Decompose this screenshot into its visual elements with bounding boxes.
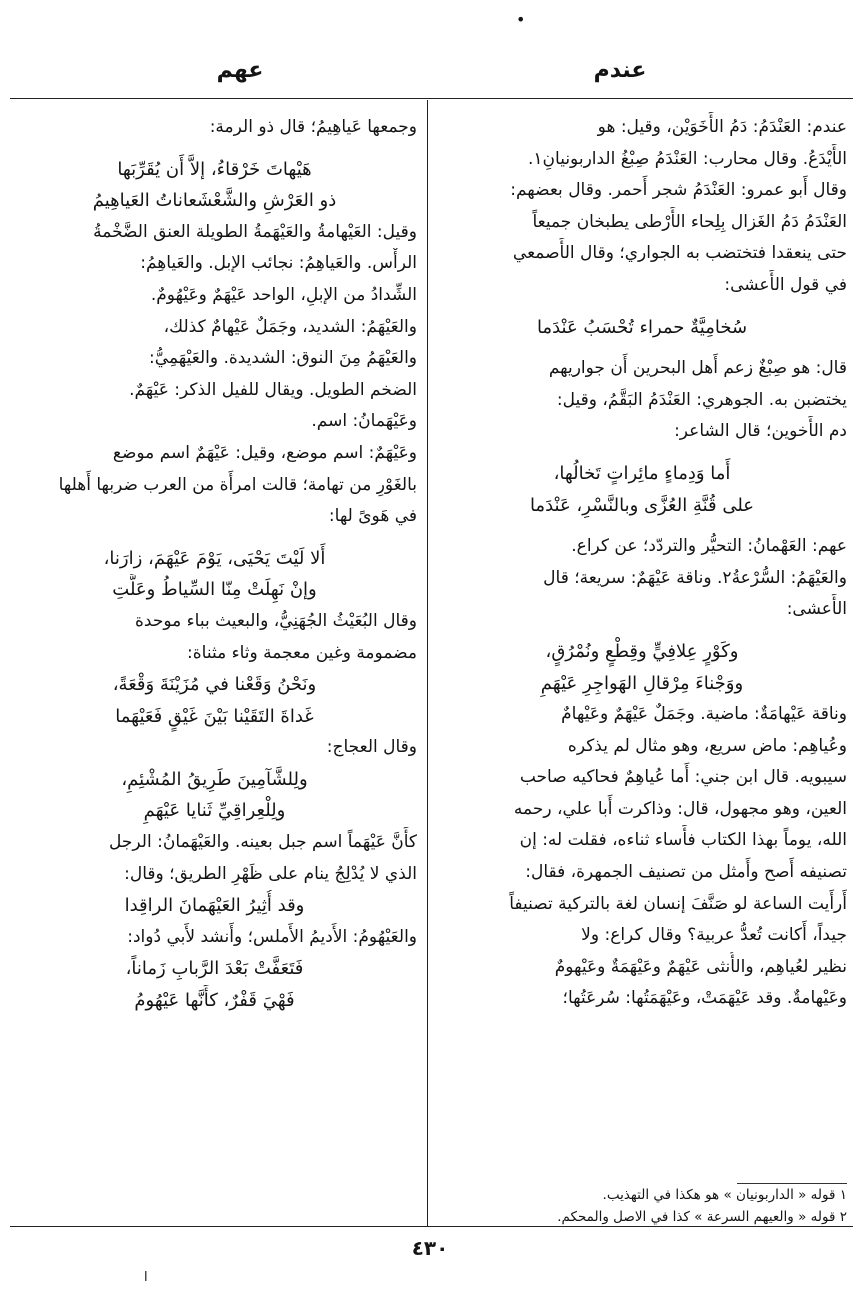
text-line: العَنْدَمُ دَمُ الغَزال بِلِحاء الأَرْطى يطبخان جميعاً bbox=[532, 211, 847, 232]
verse-line: غَداةَ التَقَيْنا بَيْنَ غَيْقٍ فَعَيْهَما bbox=[115, 705, 314, 727]
text-line: حتى ينعقدا فتختضب به الجواري؛ وقال الأَصمعي bbox=[512, 243, 847, 264]
verse-line: ولِلشَّآمِينَ طَرِيقُ المُشْئِمِ، bbox=[121, 768, 308, 790]
text-line: مضمومة وغين معجمة وثاء مثناة: bbox=[187, 642, 417, 663]
verse-line: أَلا لَيْتَ يَحْيَى، يَوْمَ عَيْهَمَ، زارَنا، bbox=[103, 547, 326, 569]
text-line: وعُياهِم: ماض سريع، وهو مثال لم يذكره bbox=[567, 735, 847, 756]
text-line: والعَيْهُومُ: الأَديمُ الأَملس؛ وأَنشد لأَبي دُواد: bbox=[127, 926, 417, 947]
column-divider bbox=[427, 100, 428, 1226]
text-line: وعَيْهَمانُ: اسم. bbox=[311, 411, 417, 432]
text-line: الضخم الطويل. ويقال للفيل الذكر: عَيْهَمٌ. bbox=[129, 379, 417, 400]
left-column bbox=[12, 112, 417, 1222]
verse-line: ذو العَرْشِ والشَّعْشَعاناتُ العَياهِيمُ bbox=[92, 190, 337, 212]
text-line: في هَوىً لها: bbox=[328, 506, 417, 527]
text-line: الله، يوماً بهذا الكتاب فأَساء ثناءه، فقلت له: إن bbox=[519, 830, 847, 851]
verse-line: وكَوْرٍ عِلافِيٍّ وقِطْعٍ ونُمْرُقٍ، bbox=[545, 640, 739, 662]
text-line: والعَيْهَمُ: الشديد، وجَمَلٌ عَيْهامٌ كذلك، bbox=[163, 316, 417, 337]
entry-line: عهم: العَهْمانُ: التحيُّر والتردّد؛ عن كراع. bbox=[571, 536, 847, 557]
page-bottom-mark: ا bbox=[144, 1270, 148, 1285]
text-line: يختضبن به. الجوهري: العَنْدَمُ البَقَّمُ، وقيل: bbox=[556, 389, 847, 410]
text-line: والعَيْهَمُ: السُّرْعةُ٢. وناقة عَيْهَمٌ: سريعة؛ قال bbox=[543, 567, 847, 588]
verse-line: ووَجْناءَ مِرْقالِ الهَواجِرِ عَيْهَمِ bbox=[540, 672, 744, 694]
text-line: وقال أَبو عمرو: العَنْدَمُ شجر أَحمر. وقال بعضهم: bbox=[510, 180, 847, 201]
text-line: تصنيفه أَصح وأَمثل من تصنيف الجمهرة، فقال: bbox=[525, 862, 847, 883]
text-line: نظير لعُياهِم، والأُنثى عَيْهَمٌ وعَيْهَمَةٌ وعَيْهومٌ bbox=[554, 956, 847, 977]
page-number: ٤٣٠ bbox=[411, 1236, 449, 1260]
text-line: أَرأَيت الساعة لو صَنَّفَ إنسان لغة بالتركية تصنيفاً bbox=[509, 893, 847, 914]
footnote-1: ١ قوله « الداربونيان » هو هكذا في التهذيب. bbox=[602, 1187, 847, 1203]
right-column bbox=[437, 112, 847, 1182]
verse-line: فَتَعَفَّتْ بَعْدَ الرَّبابِ زَماناً، bbox=[125, 958, 304, 980]
verse-line: على قُنَّةِ العُزَّى وبالنَّسْرِ، عَنْدَما bbox=[529, 494, 755, 516]
text-line: جيداً، أَكانت تُعدُّ عربية؟ وقال كراع: ولا bbox=[581, 925, 847, 946]
text-line: والعَيْهَمُ مِنَ النوق: الشديدة. والعَيْهَمِيُّ: bbox=[149, 348, 417, 369]
footnote-rule bbox=[737, 1183, 847, 1184]
verse-line: وقد أُثِيرُ العَيْهَمانَ الراقِدا bbox=[124, 895, 305, 917]
text-line: الأَعشى: bbox=[786, 599, 847, 620]
text-line: وقيل: العَيْهامةُ والعَيْهَمةُ الطويلة العنق الضَّخْمةُ bbox=[93, 221, 417, 242]
text-line: في قول الأَعشى: bbox=[724, 274, 847, 295]
verse-line: أَما وَدِماءٍ مائِراتٍ تَخالُها، bbox=[553, 462, 731, 484]
verse-line: فَهْيَ قَفْرٌ، كأَنَّها عَيْهُومُ bbox=[134, 990, 295, 1012]
verse-line: وإنْ نَهِلَتْ مِنّا السِّياطُ وعَلَّتِ bbox=[112, 579, 317, 601]
text-line: عندم: العَنْدَمُ: دَمُ الأَخَوَيْن، وقيل: هو bbox=[597, 117, 847, 137]
text-line: وعَيْهامةٌ. وقد عَيْهَمَتْ، وعَيْهَمَتُها: سُرعَتُها؛ bbox=[562, 988, 847, 1009]
text-line: كأَنَّ عَيْهَماً اسم جبل بعينه. والعَيْهَمانُ: الرجل bbox=[109, 832, 417, 853]
running-header-right: عندم bbox=[593, 58, 647, 83]
verse-line: سُخامِيَّةٌ حمراء تُحْسَبُ عَنْدَما bbox=[536, 316, 748, 338]
text-line: دم الأَخوين؛ قال الشاعر: bbox=[674, 421, 847, 442]
page-top-mark: • bbox=[516, 10, 526, 29]
text-line: وقال العجاج: bbox=[326, 737, 417, 758]
footnote-2: ٢ قوله « والعيهم السرعة » كذا في الاصل والمحكم. bbox=[557, 1209, 847, 1225]
verse-line: ونَحْنُ وَقَعْنا في مُزَيْنَةَ وَقْعَةً، bbox=[112, 674, 317, 696]
text-line: الرأْس. والعَياهِمُ: نجائب الإبل. والعَياهِمُ: bbox=[140, 253, 417, 274]
text-line: وقال البُعَيْثُ الجُهَنِيُّ، والبعيث بباء موحدة bbox=[135, 610, 417, 631]
text-line: الذي لا يُدْلِجُ ينام على ظَهْرِ الطريق؛ وقال: bbox=[124, 863, 417, 884]
text-line: قال: هو صِبْغٌ زعم أَهل البحرين أَن جواريهم bbox=[548, 358, 847, 379]
text-line: وعَيْهَمٌ: اسم موضع، وقيل: عَيْهَمٌ اسم موضع bbox=[112, 442, 417, 463]
header-rule bbox=[10, 98, 853, 99]
text-line: سيبويه. قال ابن جني: أَما عُياهِمٌ فحاكيه صاحب bbox=[519, 767, 847, 788]
text-line: وجمعها عَياهِيمُ؛ قال ذو الرمة: bbox=[209, 117, 417, 137]
text-line: وناقة عَيْهامَةٌ: ماضية. وجَمَلٌ عَيْهَمٌ وعَيْهامٌ bbox=[561, 704, 847, 725]
text-line: بالغَوْرِ من تهامة؛ قالت امرأَة من العرب ضربها أَهلها bbox=[58, 474, 417, 495]
footer-rule bbox=[10, 1226, 853, 1227]
verse-line: هَيْهاتَ خَرْقاءُ، إلاَّ أَن يُقَرِّبَها bbox=[117, 158, 312, 180]
running-header-left: عهم bbox=[216, 58, 264, 83]
text-line: الأَيْدَعُ. وقال محارب: العَنْدَمُ صِبْغُ الداربونيانِ١. bbox=[527, 148, 847, 169]
verse-line: ولِلْعِراقِيِّ ثَنايا عَيْهَمِ bbox=[143, 800, 286, 822]
text-line: الشِّدادُ من الإبلِ، الواحد عَيْهَمٌ وعَيْهُومٌ. bbox=[150, 284, 417, 305]
text-line: العين، وهو مجهول، قال: وذاكرت أَبا علي، رحمه bbox=[513, 798, 847, 819]
